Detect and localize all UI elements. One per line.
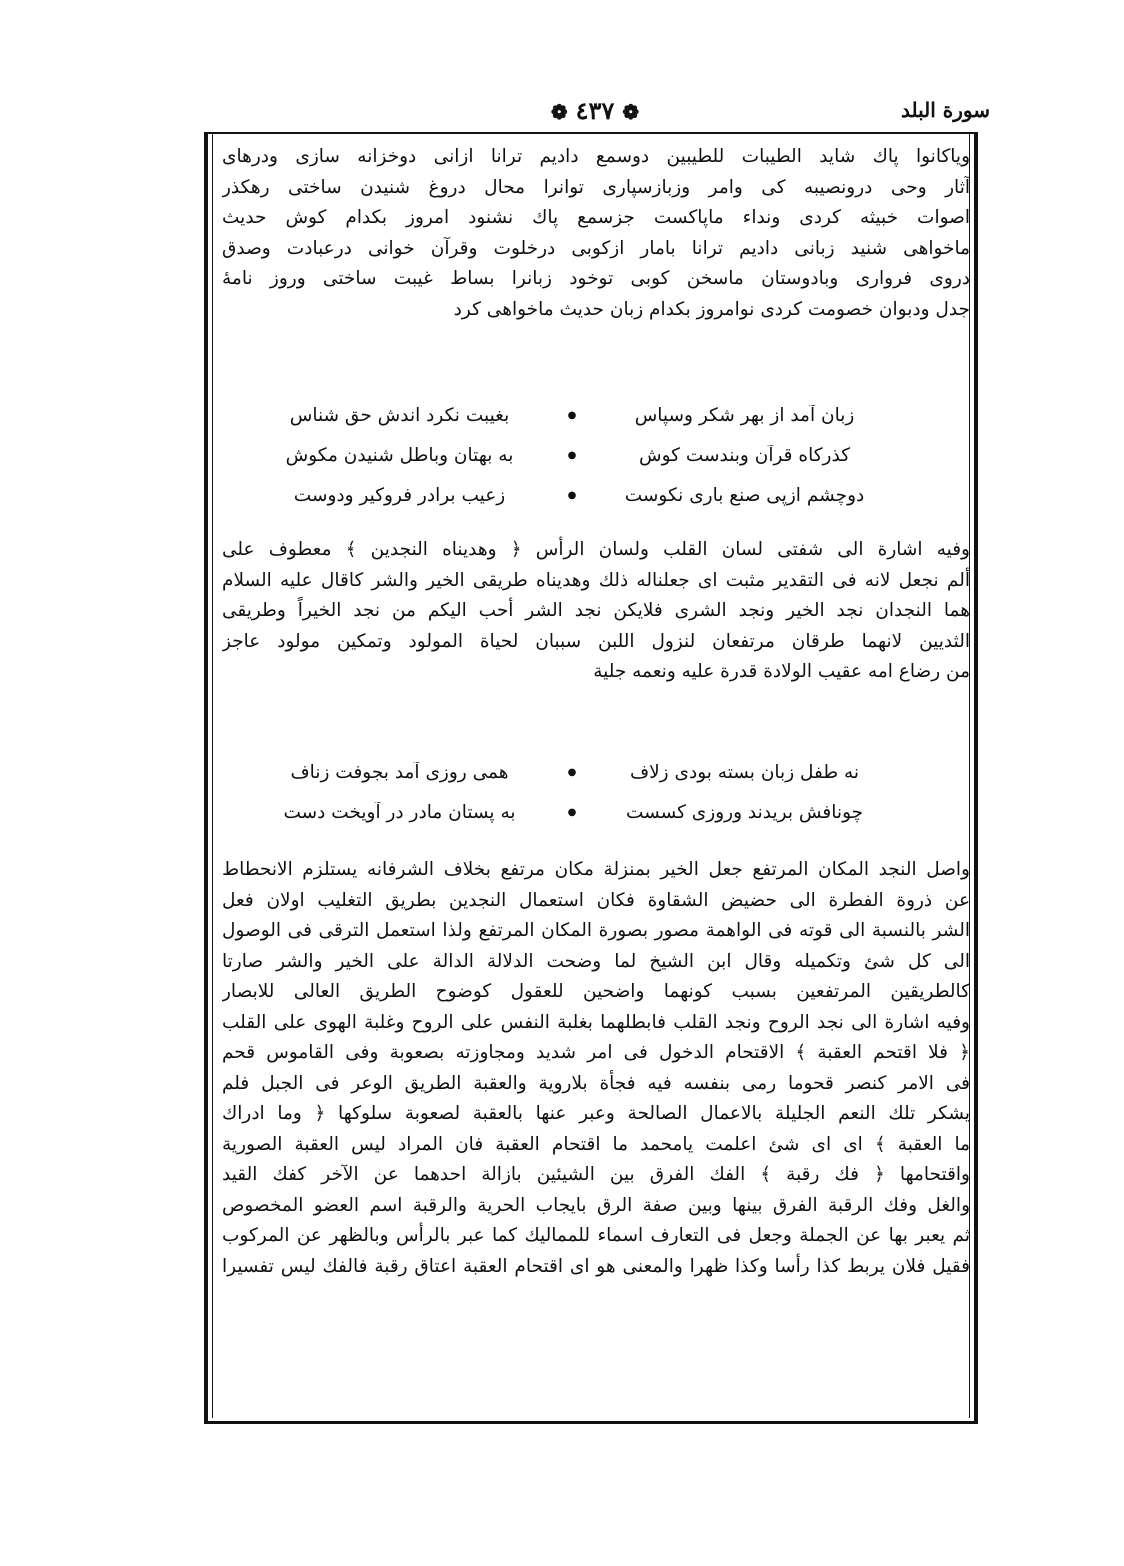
text-line: فى الامر كنصر قحوما رمى بنفسه فيه فجأة بلاروية والعقبة الطريق الوعر فى الجبل فلم (222, 1072, 970, 1094)
verse-hemistich-right: زبان آمد از بهر شكر وسپاس (634, 404, 855, 426)
paragraph-2 (222, 535, 970, 688)
paragraph-1 (222, 142, 970, 325)
text-line: اصوات خبيثه كردى ونداء ماپاكست جزسمع پاك نشنود امروز بكدام كوش حديث (222, 207, 970, 228)
text-line: ثم يعبر بها عن الجملة وجعل فى التعارف اسماء للمماليك كما عبر بالرأس وبالظهر عن المركوب (222, 1225, 970, 1246)
verse-separator-icon: ● (567, 806, 577, 818)
ornament-right-icon: ❁ (622, 100, 640, 124)
surah-title: سورة البلد (901, 98, 990, 122)
paragraph-3 (222, 855, 970, 1282)
verse-separator-icon: ● (567, 766, 577, 778)
page-header (200, 96, 990, 132)
verse-separator-icon: ● (567, 409, 577, 421)
verse-hemistich-right: دوچشم ازپى صنع بارى نكوست (624, 484, 865, 506)
text-line: هما النجدان نجد الخير ونجد الشرى فلايكن نجد الشر أحب اليكم من نجد الخيراً وطريقى (222, 600, 970, 621)
text-line: ألم نجعل لانه فى التقدير مثبت اى جعلناله ذلك وهديناه طريقى الخير والشر كاقال عليه السلام (222, 569, 970, 591)
verse-block-1 (262, 395, 882, 515)
text-line: آثار وحى درونصيبه كى وامر وزبازسپارى توانرا محال دروغ شنيدن ساختى رهكذر (222, 176, 970, 198)
text-line: وياكانوا پاك شايد الطيبات للطيبين دوسمع داديم ترانا ازانى دوخزانه سازى ودرهاى (222, 146, 970, 167)
text-line: ﴿ فلا اقتحم العقبة ﴾ الاقتحام الدخول فى امر شديد ومجاوزته بصعوبة وفى القاموس قحم (222, 1042, 970, 1063)
ornament-left-icon: ❁ (550, 100, 568, 124)
text-line: دروى فروارى وبادوستان ماسخن كوبى توخود زبانرا بساط غيبت ساختى وروز نامهٔ (222, 268, 970, 289)
verse-hemistich-left: به بهتان وباطل شنيدن مكوش (285, 444, 514, 466)
verse-hemistich-left: بغيبت نكرد اندش حق شناس (289, 404, 510, 426)
text-line: والغل وفك الرقبة الفرق بينها وبين صفة الرق بايجاب الحرية والرقبة اسم العضو المخصوص (222, 1194, 970, 1216)
verse-hemistich-right: كذركاه قرآن وبندست كوش (639, 444, 850, 466)
verse-block-2 (262, 752, 882, 832)
page-number: ٤٣٧ (575, 96, 615, 125)
verse-separator-icon: ● (567, 489, 577, 501)
verse-hemistich-right: چونافش بريدند وروزى كسست (625, 801, 864, 823)
verse-hemistich-left: زعيب برادر فروكير ودوست (293, 484, 506, 506)
text-line: فقيل فلان يربط كذا رأسا وكذا ظهرا والمعنى هو اى اقتحام العقبة اعتاق رقبة فالفك ليس تفسيرا (222, 1255, 970, 1277)
text-line: وفيه اشارة الى نجد الروح ونجد القلب فابطلهما بغلبة النفس على الروح وغلبة الهوى على القلب (222, 1011, 970, 1033)
verse-hemistich-left: به پستان مادر در آويخت دست (283, 801, 516, 823)
text-line: ما العقبة ﴾ اى اى شئ اعلمت يامحمد ما اقتحام العقبة فان المراد ليس العقبة الصورية (222, 1133, 970, 1155)
text-line: يشكر تلك النعم الجليلة بالاعمال الصالحة وعبر عنها بالعقبة لصعوبة سلوكها ﴿ وما ادراك (222, 1103, 970, 1124)
text-line: عن ذروة الفطرة الى حضيض الشقاوة فكان استعمال النجدين بطريق التغليب اولان فعل (222, 889, 970, 911)
text-line: كالطريقين المرتفعين بسبب كونهما واضحين للعقول كوضوح الطريق العالى للابصار (222, 981, 970, 1002)
text-line: الى كل شئ وتكميله وقال ابن الشيخ لما وضحت الدلالة الدالة على الخير والشر صارتا (222, 950, 970, 972)
verse-row (262, 395, 882, 435)
text-line: من رضاع امه عقيب الولادة قدرة عليه ونعمه جلية (593, 661, 970, 682)
text-line: ماخواهى شنيد زبانى داديم ترانا بامار ازكوبى درخلوت وقرآن خوانى درعبادت وصدق (222, 237, 970, 259)
text-line: واقتحامها ﴿ فك رقبة ﴾ الفك الفرق بين الشيئين بازالة احدهما عن الآخر كفك القيد (222, 1164, 970, 1185)
text-line: وفيه اشارة الى شفتى لسان القلب ولسان الرأس ﴿ وهديناه النجدين ﴾ معطوف على (222, 539, 970, 560)
verse-row (262, 475, 882, 515)
text-line: الثديين لانهما طرقان مرتفعان لنزول اللبن سببان لحياة المولود وتمكين مولود عاجز (222, 630, 970, 652)
text-line: واصل النجد المكان المرتفع جعل الخير بمنزلة مكان مرتفع بخلاف الشرفانه يستلزم الانحطاط (222, 859, 970, 880)
verse-separator-icon: ● (567, 449, 577, 461)
page-number-block (200, 96, 990, 125)
verse-hemistich-right: نه طفل زبان بسته بودى زلاف (629, 761, 860, 783)
text-line: الشر بالنسبة الى قوته فى الواهمة مصور بصورة المكان المرتفع ولذا استعمل الترقى فى الوصول (222, 920, 970, 941)
verse-hemistich-left: همى روزى آمد بجوفت زناف (290, 761, 509, 783)
text-line: جدل ودبوان خصومت كردى نوامروز بكدام زبان حديث ماخواهى كرد (453, 298, 970, 320)
verse-row (262, 792, 882, 832)
verse-row (262, 752, 882, 792)
verse-row (262, 435, 882, 475)
